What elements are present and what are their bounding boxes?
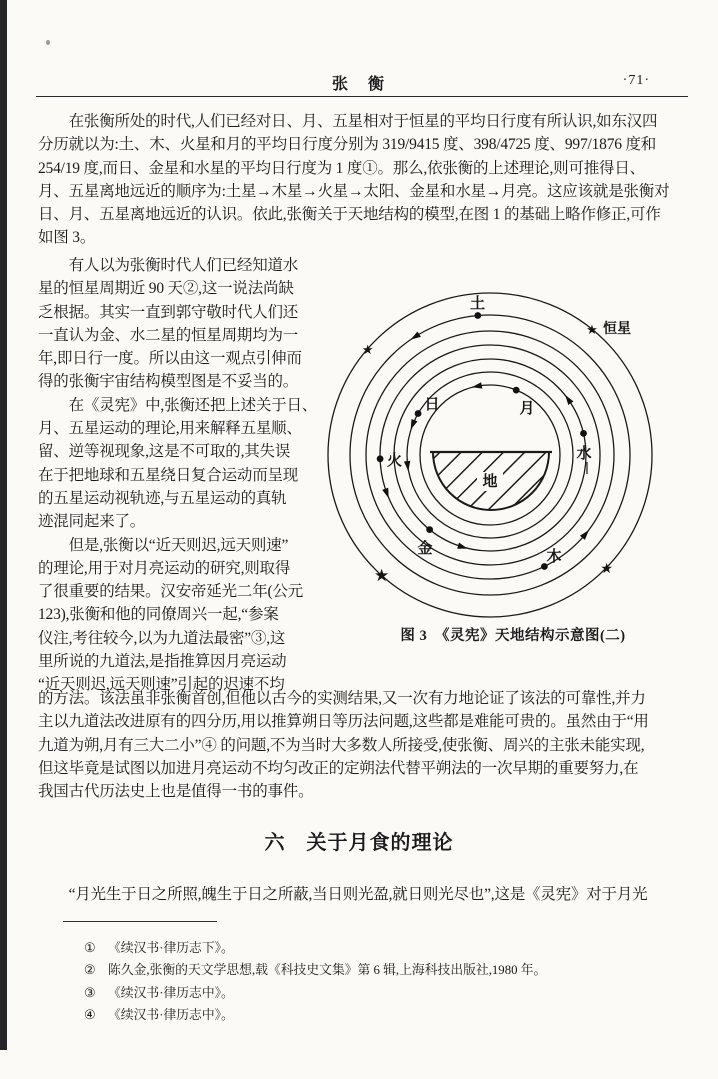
footnote-separator: [63, 921, 217, 922]
paragraph-nine-roads: [38, 687, 692, 803]
paragraph-moonlight-quote: [38, 883, 692, 906]
footnote-marker: ③: [84, 985, 96, 1000]
footnote-text: 《续汉书·律历志中》。: [108, 1008, 234, 1023]
text-line: 的五星运动视轨迹,与五星运动的真轨: [38, 489, 287, 507]
text-line: 留、逆等视现象,这是不可取的,其失误: [38, 443, 291, 461]
text-line: 分历就以为:土、木、火星和月的平均日行度分别为 319/9415 度、398/4725 度、997/1876 度和: [38, 136, 657, 154]
running-header-title: 张 衡: [331, 76, 386, 93]
footnote-row: [84, 959, 684, 981]
mars-dot: [377, 455, 384, 462]
text-line: 的方法。该法虽非张衡首创,但他以古今的实测结果,又一次有力地论证了该法的可靠性,并力: [38, 690, 646, 707]
saturn-dot: [474, 312, 481, 319]
text-line: 年,即日行一度。所以由这一观点引伸而: [38, 350, 302, 368]
footnote-marker: ④: [84, 1008, 96, 1023]
scan-speck: [46, 40, 50, 45]
mars-arrow-icon: [382, 488, 389, 499]
cosmos-diagram: [325, 268, 701, 622]
text-line: 主以九道法改进原有的四分历,用以推算朔日等历法问题,这些都是难能可贵的。虽然由于“用: [38, 713, 649, 731]
mercury-dot: [580, 430, 587, 437]
footnote-marker: ②: [84, 963, 96, 978]
venus-dot: [426, 526, 433, 533]
star-icon: ★: [361, 342, 374, 357]
text-line: 仪注,考往较今,以为九道法最密”③,这: [38, 629, 286, 647]
figure-caption: 图 3 《灵宪》天地结构示意图(二): [400, 628, 626, 644]
label-mars: 火: [387, 453, 403, 469]
star-icon: ★: [373, 566, 390, 585]
text-line: 有人以为张衡时代人们已经知道水: [38, 257, 299, 274]
mercury-arrow-icon: [565, 395, 573, 405]
text-line: 254/19 度,而日、金星和水星的平均日行度为 1 度①。那么,依张衡的上述理论,则可推得日、: [38, 159, 645, 177]
text-line: “近天则迟,远天则速”引起的迟速不均: [38, 676, 285, 694]
footnote-row: [84, 937, 684, 959]
text-line: 九道为朔,月有三大二小”④ 的问题,不为当时大多数人所接受,使张衡、周兴的主张未能实现,: [38, 736, 645, 754]
header-rule: [36, 96, 688, 99]
venus-arrow-icon: [457, 543, 467, 549]
text-line: “月光生于日之所照,魄生于日之所蔽,当日则光盈,就日则光尽也”,这是《灵宪》对于月光: [38, 886, 648, 903]
label-earth: 地: [482, 474, 498, 490]
star-icon: ★: [586, 322, 598, 337]
footnote-text: 《续汉书·律历志中》。: [108, 985, 234, 1000]
text-line: 月、五星离地远近的顺序为:土星→木星→火星→太阳、金星和水星→月亮。这应该就是张衡对: [38, 182, 670, 200]
sun-arrow-icon: [411, 419, 418, 430]
text-line: 得的张衡宇宙结构模型图是不妥当的。: [38, 373, 299, 391]
footnote-row: [84, 982, 684, 1004]
text-line: 乏根据。其实一直到郭守敬时代人们还: [38, 303, 299, 321]
text-line: 我国古代历法史上也是值得一书的事件。: [38, 783, 314, 801]
footnote-marker: ①: [84, 941, 96, 955]
label-saturn: 土: [469, 296, 486, 312]
text-line: 日、月、五星离地远近的认识。依此,张衡关于天地结构的模型,在图 1 的基础上略作修正,可作: [38, 206, 661, 224]
text-line: 星的恒星周期近 90 天②,这一说法尚缺: [38, 280, 294, 298]
sun-arrow2-icon: [404, 461, 410, 471]
text-line: 月、五星运动的理论,用来解释五星顺、: [38, 420, 302, 438]
footnote-text: 陈久金,张衡的天文学思想,载《科技史文集》第 6 辑,上海科技出版社,1980 年。: [108, 963, 547, 978]
star-icon: ★: [600, 562, 613, 577]
text-line: 了很重要的结果。汉安帝延光二年(公元: [38, 583, 304, 601]
paragraph-intro: [38, 110, 692, 250]
sun-dot: [415, 410, 422, 417]
text-line: 在张衡所处的时代,人们已经对日、月、五星相对于恒星的平均日行度有所认识,如东汉四: [38, 113, 658, 130]
page-number: ·71·: [622, 73, 650, 88]
text-line: 的理论,用于对月亮运动的研究,则取得: [38, 559, 291, 577]
left-column-text: [38, 254, 338, 697]
text-line: 在《灵宪》中,张衡还把上述关于日、: [38, 396, 318, 414]
earth-shape: [430, 452, 552, 510]
footnotes: [84, 937, 684, 1027]
label-fixed-stars: 恒星: [603, 322, 631, 337]
text-line: 但这毕竟是试图以加进月亮运动不均匀改正的定朔法代替平朔法的一次早期的重要努力,在: [38, 759, 639, 777]
label-mercury: 水: [576, 446, 592, 462]
figure-3: [325, 268, 701, 660]
text-line: 里所说的九道法,是指推算因月亮运动: [38, 653, 287, 671]
saturn-arrow-icon: [411, 332, 421, 340]
text-line: 迹混同起来了。: [38, 513, 146, 531]
text-line: 123),张衡和他的同僚周兴一起,“参案: [38, 606, 279, 624]
text-line: 一直认为金、水二星的恒星周期均为一: [38, 326, 299, 344]
footnote-row: [84, 1004, 684, 1026]
moon-dot: [513, 387, 520, 394]
text-line: 在于把地球和五星绕日复合运动而呈现: [38, 466, 299, 484]
label-sun: 日: [424, 397, 440, 413]
scan-edge-shadow: [0, 0, 7, 1050]
label-jupiter: 木: [546, 549, 562, 565]
text-line: 但是,张衡以“近天则迟,远天则速”: [38, 536, 289, 554]
text-line: 如图 3。: [38, 229, 96, 247]
label-moon: 月: [519, 401, 535, 417]
section-heading-lunar-eclipse: 六 关于月食的理论: [264, 832, 454, 854]
footnote-text: 《续汉书·律历志下》。: [108, 941, 234, 955]
label-venus: 金: [417, 541, 433, 557]
